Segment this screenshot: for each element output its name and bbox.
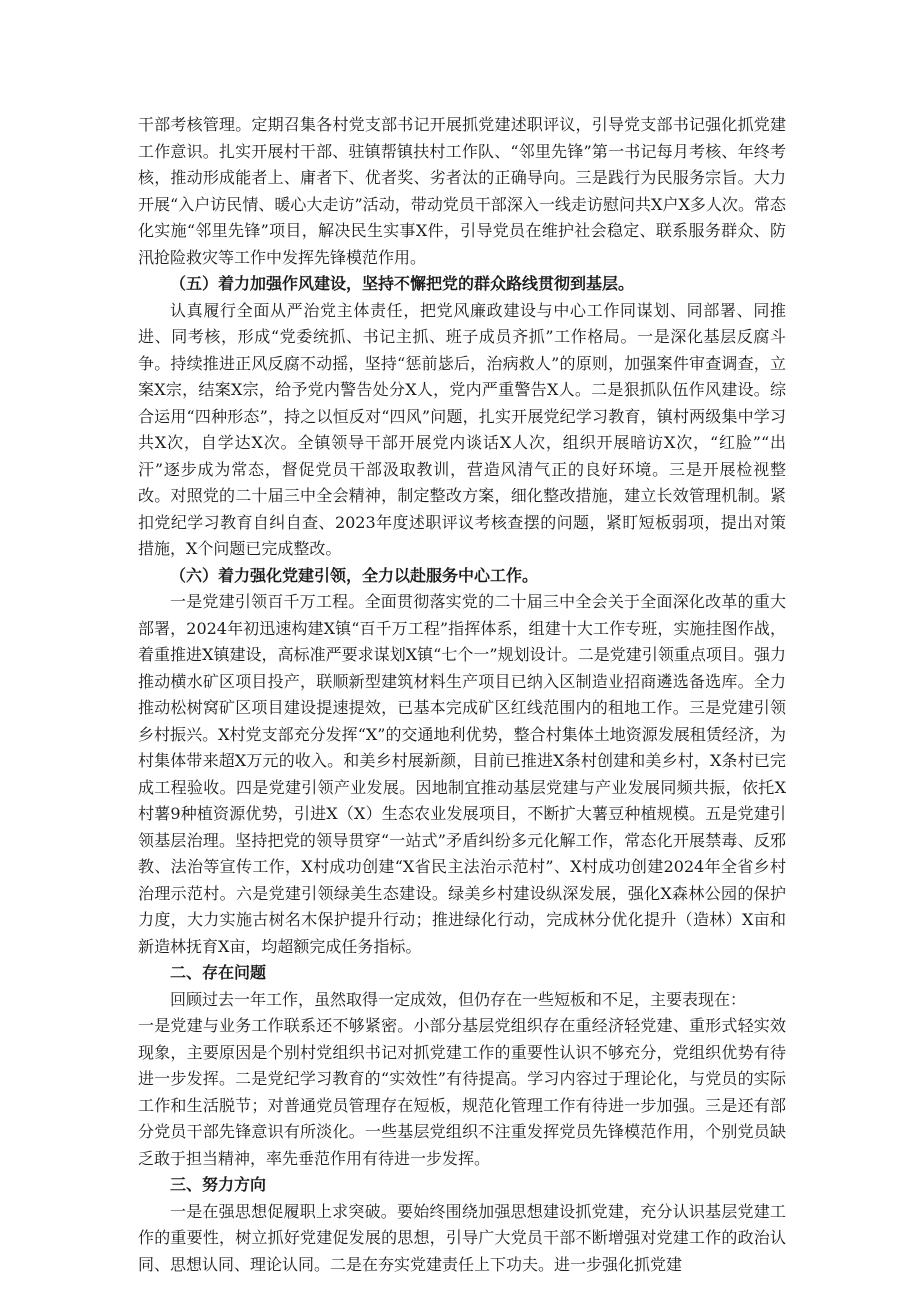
paragraph-problems-intro: 回顾过去一年工作，虽然取得一定成效，但仍存在一些短板和不足，主要表现在： (170, 989, 747, 1009)
document-page (138, 112, 786, 1278)
paragraph-work-style: 认真履行全面从严治党主体责任，把党风廉政建设与中心工作同谋划、同部署、同推进、同考核，形成“党委统抓、书记主抓、班子成员齐抓”工作格局。一是深化基层反腐斗争。持续推进正风反腐不动摇，坚持“惩前毖后，治病救人”的原则，加强案件审查调查，立案X宗，结案X宗，给予党内警告处分X人，党内严重警告X人。二是狠抓队伍作风建设。综合运用“四种形态”，持之以恒反对“四风”问题，扎实开展党纪学习教育，镇村两级集中学习共X次，自学达X次。全镇领导干部开展党内谈话X人次，组织开展暗访X次，“红脸”“出汗”逐步成为常态，督促党员干部汲取教训，营造风清气正的良好环境。三是开展检视整改。对照党的二十届三中全会精神，制定整改方案，细化整改措施，建立长效管理机制。紧扣党纪学习教育自纠自查、2023年度述职评议考核查摆的问题，紧盯短板弱项，提出对策措施，X个问题已完成整改。 (138, 300, 786, 558)
section-heading-5: （五）着力加强作风建设，坚持不懈把党的群众路线贯彻到基层。 (170, 274, 635, 293)
paragraph-cadre-assessment: 干部考核管理。定期召集各村党支部书记开展抓党建述职评议，引导党支部书记强化抓党建工作意识。扎实开展村干部、驻镇帮镇扶村工作队、“邻里先锋”第一书记每月考核、年终考核，推动形成能者上、庸者下、优者奖、劣者汰的正确导向。三是践行为民服务宗旨。大力开展“入户访民情、暖心大走访”活动，带动党员干部深入一线走访慰问共X户X多人次。常态化实施“邻里先锋”项目，解决民生实事X件，引导党员在维护社会稳定、联系服务群众、防汛抢险救灾等工作中发挥先锋模范作用。 (138, 115, 786, 267)
section-heading-direction: 三、努力方向 (170, 1175, 267, 1194)
paragraph-problems-list: 一是党建与业务工作联系还不够紧密。小部分基层党组织存在重经济轻党建、重形式轻实效现象，主要原因是个别村党组织书记对抓党建工作的重要性认识不够充分，党组织优势有待进一步发挥。二是党纪学习教育的“实效性”有待提高。学习内容过于理论化，与党员的实际工作和生活脱节；对普通党员管理存在短板，规范化管理工作有待进一步加强。三是还有部分党员干部先锋意识有所淡化。一些基层党组织不注重发挥党员先锋模范作用，个别党员缺乏敢于担当精神，率先垂范作用有待进一步发挥。 (138, 1016, 786, 1168)
paragraph-party-leadership: 一是党建引领百千万工程。全面贯彻落实党的二十届三中全会关于全面深化改革的重大部署，2024年初迅速构建X镇“百千万工程”指挥体系，组建十大工作专班，实施挂图作战，着重推进X镇建设，高标准严要求谋划X镇“七个一”规划设计。二是党建引领重点项目。强力推动横水矿区项目投产，联顺新型建筑材料生产项目已纳入区制造业招商遴选备选库。全力推动松树窝矿区项目建设提速提效，已基本完成矿区红线范围内的租地工作。三是党建引领乡村振兴。X村党支部充分发挥“X”的交通地利优势，整合村集体土地资源发展租赁经济，为村集体带来超X万元的收入。和美乡村展新颜，目前已推进X条村创建和美乡村，X条村已完成工程验收。四是党建引领产业发展。因地制宜推动基层党建与产业发展同频共振，依托X村薯9种植资源优势，引进X（X）生态农业发展项目，不断扩大薯豆种植规模。五是党建引领基层治理。坚持把党的领导贯穿“一站式”矛盾纠纷多元化解工作，常态化开展禁毒、反邪教、法治等宣传工作，X村成功创建“X省民主法治示范村”、X村成功创建2024年全省乡村治理示范村。六是党建引领绿美生态建设。绿美乡村建设纵深发展，强化X森林公园的保护力度，大力实施古树名木保护提升行动；推进绿化行动，完成林分优化提升（造林）X亩和新造林抚育X亩，均超额完成任务指标。 (138, 592, 786, 956)
paragraph-direction: 一是在强思想促履职上求突破。要始终围绕加强思想建设抓党建，充分认识基层党建工作的重要性，树立抓好党建促发展的思想，引导广大党员干部不断增强对党建工作的政治认同、思想认同、理论认同。二是在夯实党建责任上下功夫。进一步强化抓党建 (138, 1201, 786, 1274)
section-heading-6: （六）着力强化党建引领，全力以赴服务中心工作。 (170, 565, 539, 585)
section-heading-problems: 二、存在问题 (170, 963, 267, 982)
